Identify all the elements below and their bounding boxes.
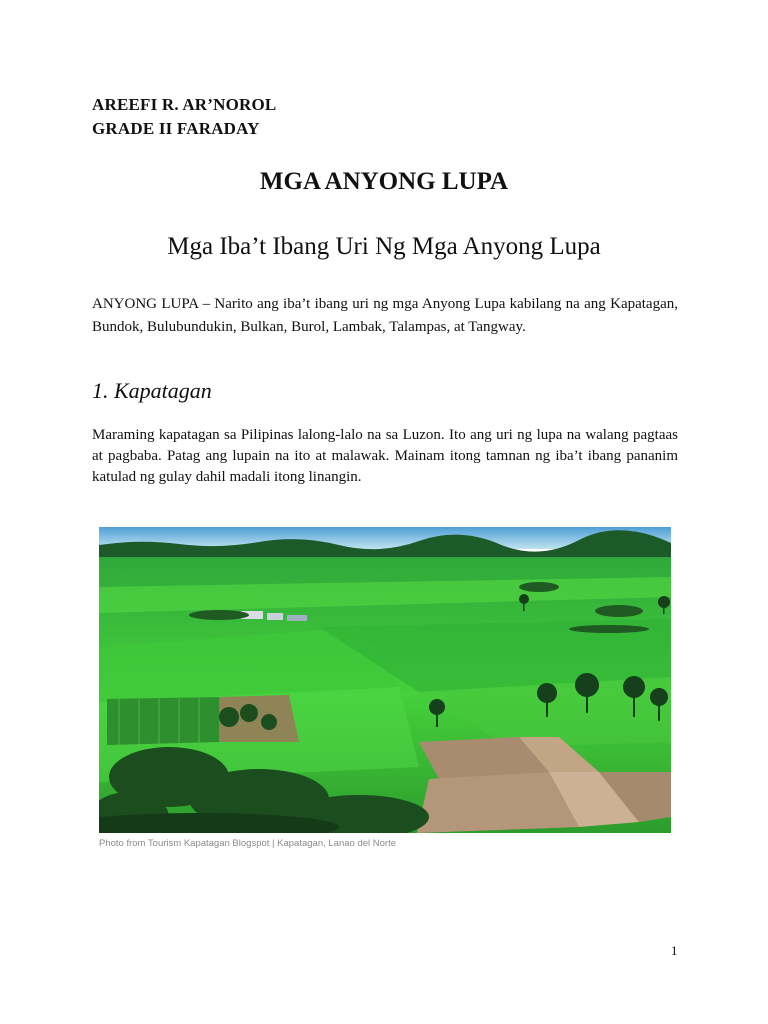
section-heading: 1. Kapatagan [92,378,212,403]
photo-caption: Photo from Tourism Kapatagan Blogspot | Kapatagan, Lanao del Norte [99,838,396,849]
author-class: GRADE II FARADAY [92,119,260,138]
plains-landscape-image [99,527,671,833]
intro-paragraph: ANYONG LUPA – Narito ang iba’t ibang uri ng mga Anyong Lupa kabilang na ang Kapatagan, Bundok, Bulubundukin, Bulkan, Burol, Lambak, Talampas, at Tangway. [92,296,678,335]
section-body: Maraming kapatagan sa Pilipinas lalong-lalo na sa Luzon. Ito ang uri ng lupa na walang pagtaas at pagbaba. Patag ang lupain na ito at malawak. Mainam itong tamnan ng iba’t ibang pananim katulad ng gulay dahil madali itong linangin. [92,427,678,485]
author-name: AREEFI R. AR’NOROL [92,95,277,114]
kapatagan-photo [99,527,671,833]
document-title: MGA ANYONG LUPA [259,168,509,195]
page-number: 1 [671,943,678,958]
document-subtitle: Mga Iba’t Ibang Uri Ng Mga Anyong Lupa [167,233,601,260]
